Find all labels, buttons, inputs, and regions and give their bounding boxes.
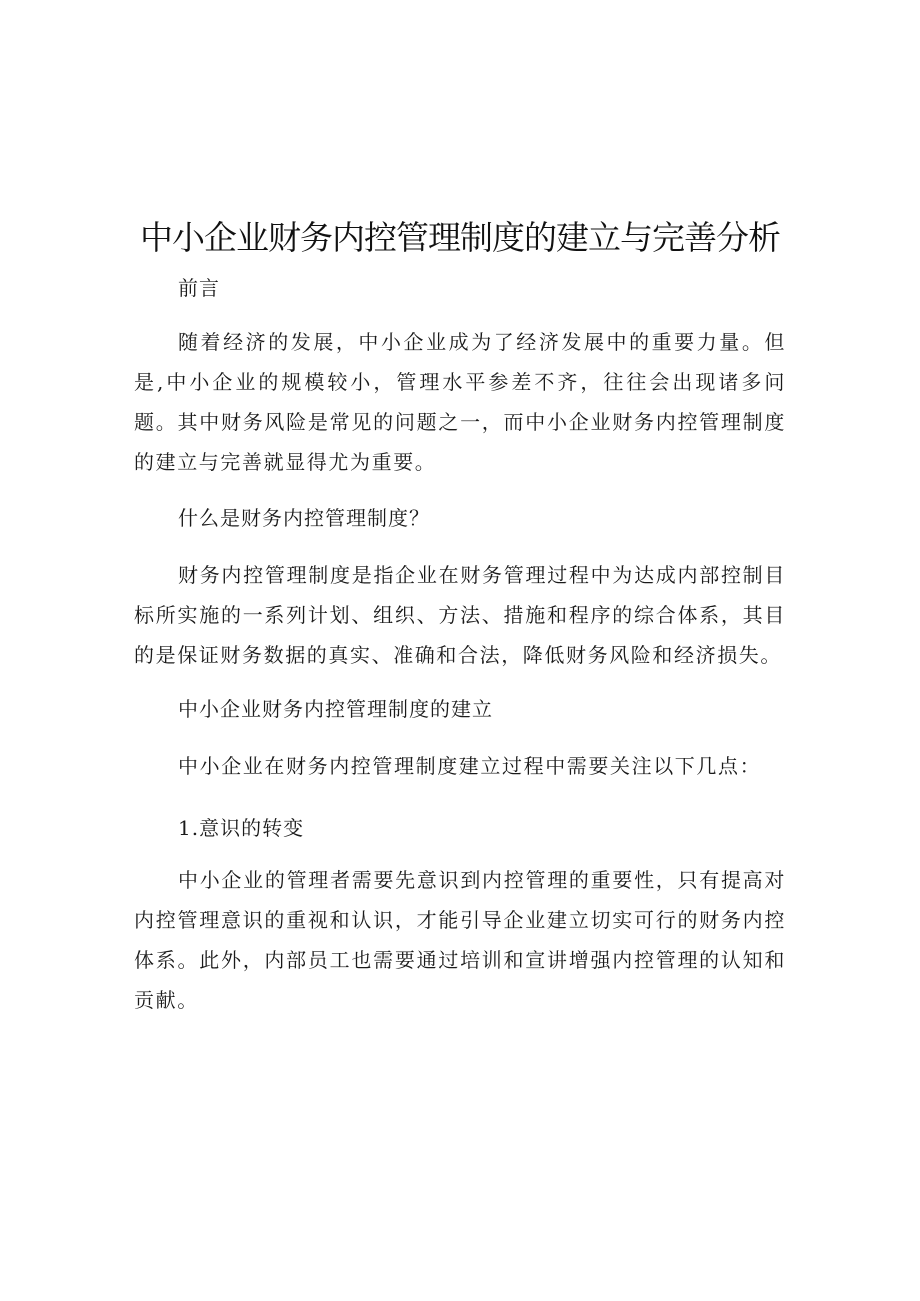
what-is-heading: 什么是财务内控管理制度？	[178, 506, 430, 530]
establishment-intro: 中小企业在财务内控管理制度建立过程中需要关注以下几点：	[178, 754, 762, 778]
document-title: 中小企业财务内控管理制度的建立与完善分析	[140, 218, 780, 257]
establishment-heading: 中小企业财务内控管理制度的建立	[178, 697, 493, 721]
point-1-heading: 1.意识的转变	[178, 816, 305, 840]
preface-paragraph: 随着经济的发展，中小企业成为了经济发展中的重要力量。但是,中小企业的规模较小，管理水平参差不齐，往往会出现诸多问题。其中财务风险是常见的问题之一，而中小企业财务内控管理制度的建立与完善就显得尤为重要。	[134, 330, 786, 474]
definition-paragraph: 财务内控管理制度是指企业在财务管理过程中为达成内部控制目标所实施的一系列计划、组织、方法、措施和程序的综合体系，其目的是保证财务数据的真实、准确和合法，降低财务风险和经济损失。	[134, 563, 786, 667]
point-1-paragraph: 中小企业的管理者需要先意识到内控管理的重要性，只有提高对内控管理意识的重视和认识，才能引导企业建立切实可行的财务内控体系。此外，内部员工也需要通过培训和宣讲增强内控管理的认知和贡献。	[134, 868, 786, 1012]
preface-heading: 前言	[178, 276, 220, 300]
